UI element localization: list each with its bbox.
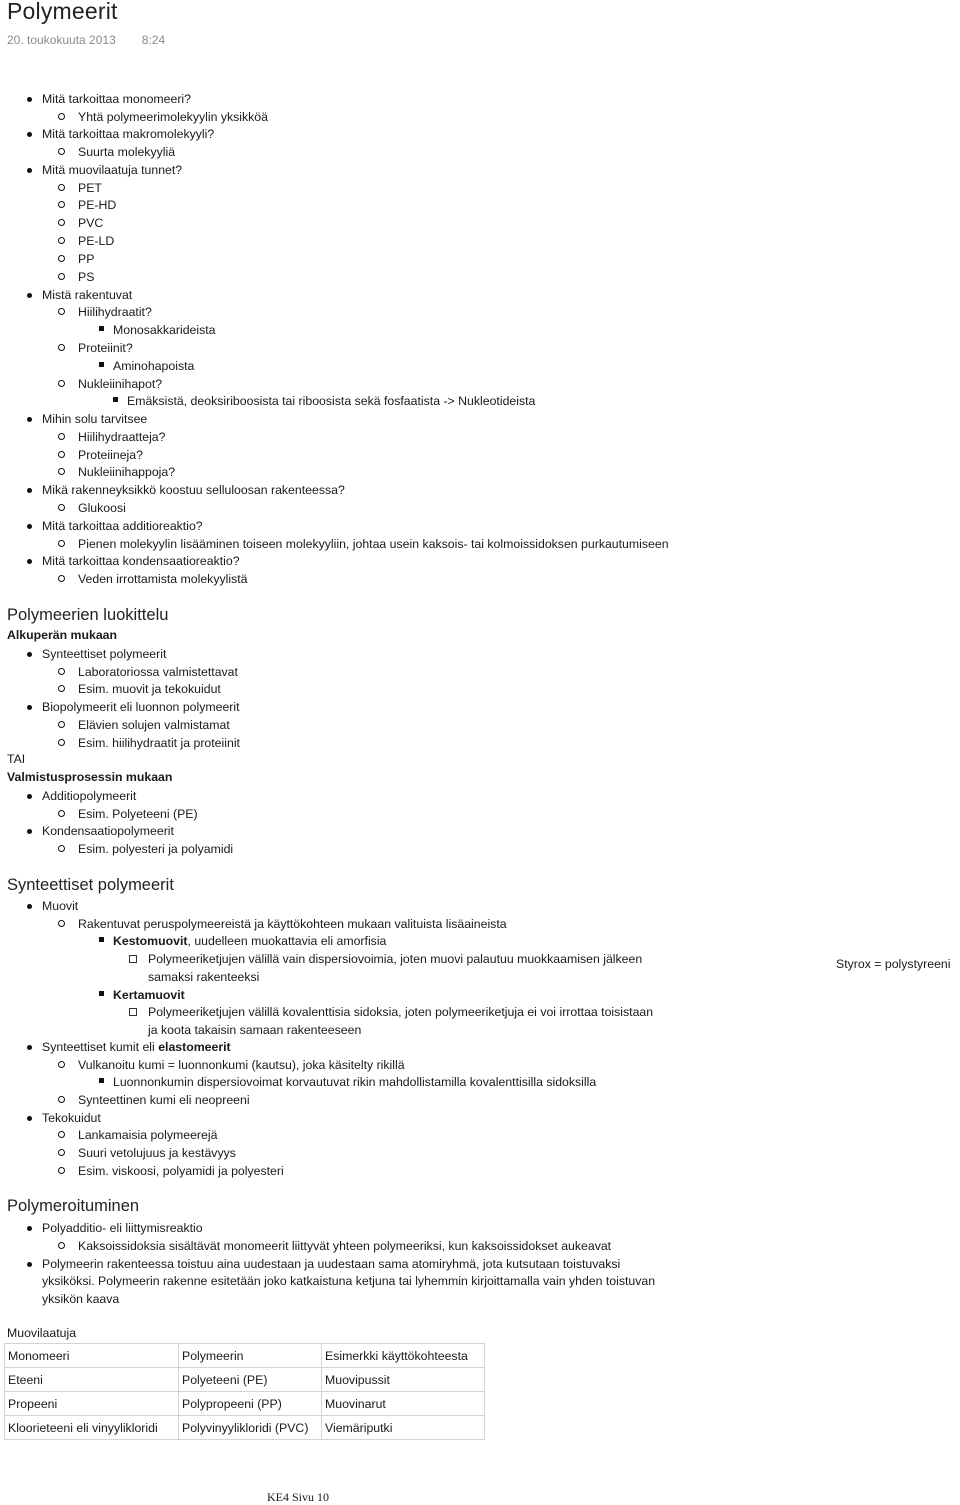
page-time: 8:24: [141, 33, 166, 47]
list-item-hiilihydraatteja: Hiilihydraatteja?: [78, 430, 166, 444]
table-caption: Muovilaatuja: [7, 1326, 77, 1340]
table-header-row: [5, 1344, 485, 1368]
list-item-polyadditio: Polyadditio- eli liittymisreaktio: [42, 1221, 203, 1235]
list-item-esim-muovit: Esim. muovit ja tekokuidut: [78, 682, 221, 696]
list-item-additio-answer: Pienen molekyylin lisääminen toiseen molekyyliin, johtaa usein kaksois- tai kolmoissidoksen purkautumiseen: [78, 537, 669, 551]
list-item-kumit: [42, 1039, 231, 1055]
table-cell: Eteeni: [5, 1368, 179, 1392]
heading-luokittelu: Polymeerien luokittelu: [7, 606, 169, 624]
table-row: [5, 1416, 485, 1440]
list-item-elavien: Elävien solujen valmistamat: [78, 718, 230, 732]
table-cell: Kloorieteeni eli vinyylikloridi: [5, 1416, 179, 1440]
table-cell: Polyvinyylikloridi (PVC): [179, 1416, 322, 1440]
list-item-esim-hiilihydraatit: Esim. hiilihydraatit ja proteiinit: [78, 736, 240, 750]
list-item-ps: PS: [78, 270, 95, 284]
muovilaatuja-table: [4, 1343, 485, 1440]
table-cell: Muovipussit: [322, 1368, 485, 1392]
list-item-emaksista: Emäksistä, deoksiriboosista tai riboosista sekä fosfaatista -> Nukleotideista: [127, 394, 536, 408]
list-item-pp: PP: [78, 252, 95, 266]
list-item-a1: Yhtä polymeerimolekyylin yksikköä: [78, 110, 268, 124]
table-row: [5, 1392, 485, 1416]
table-cell: Propeeni: [5, 1392, 179, 1416]
list-item-hiilihydraatit: Hiilihydraatit?: [78, 305, 152, 319]
list-item-proteiinit: Proteiinit?: [78, 341, 133, 355]
list-item-rakentuvat: Rakentuvat peruspolymeereistä ja käyttökohteen mukaan valituista lisäaineista: [78, 917, 507, 931]
list-item-a2: Suurta molekyyliä: [78, 145, 176, 159]
list-item-pet: PET: [78, 181, 102, 195]
table-header-cell: Polymeerin: [179, 1344, 322, 1368]
list-item-kaksoissidoksia: Kaksoissidoksia sisältävät monomeerit liittyvät yhteen polymeeriksi, kun kaksoissidokset aukeavat: [78, 1239, 612, 1253]
elastomeerit-term: elastomeerit: [158, 1040, 231, 1054]
list-item-muovit: Muovit: [42, 899, 79, 913]
list-item-proteiineja: Proteiineja?: [78, 448, 143, 462]
list-item-rakenne: Polymeerin rakenteessa toistuu aina uudestaan ja uudestaan sama atomiryhmä, jota kutsutaan toistuvaksi: [42, 1257, 621, 1271]
list-item-additiopolymeerit: Additiopolymeerit: [42, 789, 137, 803]
table-header-cell: Monomeeri: [5, 1344, 179, 1368]
list-item-esim-pe: Esim. Polyeteeni (PE): [78, 807, 198, 821]
table-cell: Muovinarut: [322, 1392, 485, 1416]
page-footer: KE4 Sivu 10: [267, 1490, 330, 1504]
list-item-pvc: PVC: [78, 216, 104, 230]
list-item-nukleiinihapot: Nukleiinihapot?: [78, 377, 163, 391]
list-item-vulkanoitu: Vulkanoitu kumi = luonnonkumi (kautsu), joka käsitelty rikillä: [78, 1058, 405, 1072]
list-item-kesto-desc-cont: samaksi rakenteeksi: [148, 970, 260, 984]
table-header-cell: Esimerkki käyttökohteesta: [322, 1344, 485, 1368]
list-item-kerta-desc: Polymeeriketjujen välillä kovalenttisia sidoksia, joten polymeeriketjuja ei voi irrottaa toisistaan: [148, 1005, 654, 1019]
list-item-glukoosi: Glukoosi: [78, 501, 126, 515]
page-title: Polymeerit: [7, 0, 118, 24]
subheading-alkuperan: Alkuperän mukaan: [7, 628, 118, 642]
list-item-tekokuidut: Tekokuidut: [42, 1111, 101, 1125]
list-item-q2: Mitä tarkoittaa makromolekyyli?: [42, 127, 215, 141]
list-item-luonnonkumin: Luonnonkumin dispersiovoimat korvautuvat rikin mahdollistamilla kovalenttisilla sidoksilla: [113, 1075, 597, 1089]
list-item-kondensaatio-answer: Veden irrottamista molekyylistä: [78, 572, 248, 586]
page-timestamp: [7, 33, 165, 47]
list-item-neopreeni: Synteettinen kumi eli neopreeni: [78, 1093, 250, 1107]
list-item-kertamuovit: Kertamuovit: [113, 988, 185, 1002]
list-item-lankamaisia: Lankamaisia polymeerejä: [78, 1128, 218, 1142]
list-item-nukleiinihappoja: Nukleiinihappoja?: [78, 465, 176, 479]
heading-synteettiset: Synteettiset polymeerit: [7, 876, 174, 894]
list-item-peld: PE-LD: [78, 234, 115, 248]
list-item-viskoosi: Esim. viskoosi, polyamidi ja polyesteri: [78, 1164, 284, 1178]
list-item-q1: Mitä tarkoittaa monomeeri?: [42, 92, 191, 106]
list-item-esim-polyesteri: Esim. polyesteri ja polyamidi: [78, 842, 234, 856]
list-item-kondensaatiopolymeerit: Kondensaatiopolymeerit: [42, 824, 174, 838]
list-item-synteettiset: Synteettiset polymeerit: [42, 647, 167, 661]
page-date: 20. toukokuuta 2013: [7, 33, 116, 47]
table-cell: Viemäriputki: [322, 1416, 485, 1440]
table-cell: Polyeteeni (PE): [179, 1368, 322, 1392]
list-item-biopolymeerit: Biopolymeerit eli luonnon polymeerit: [42, 700, 240, 714]
list-item-aminohapoista: Aminohapoista: [113, 359, 195, 373]
list-item-vetolujuus: Suuri vetolujuus ja kestävyys: [78, 1146, 236, 1160]
list-item-q7: Mitä tarkoittaa additioreaktio?: [42, 519, 203, 533]
list-item-kestomuovit: [113, 933, 386, 949]
list-item-q4: Mistä rakentuvat: [42, 288, 133, 302]
heading-polymeroituminen: Polymeroituminen: [7, 1197, 140, 1215]
side-note-styrox: Styrox = polystyreeni: [836, 957, 951, 971]
list-item-rakenne-cont1: yksiköksi. Polymeerin rakenne esitetään joko katkaistuna ketjuna tai lyhemmin kirjoittamalla vain yhden toistuvan: [42, 1274, 656, 1288]
list-item-pehd: PE-HD: [78, 198, 117, 212]
list-item-q8: Mitä tarkoittaa kondensaatioreaktio?: [42, 554, 240, 568]
kumit-prefix: Synteettiset kumit eli: [42, 1040, 159, 1054]
list-item-q5: Mihin solu tarvitsee: [42, 412, 148, 426]
table-row: [5, 1368, 485, 1392]
table-cell: Polypropeeni (PP): [179, 1392, 322, 1416]
list-item-laboratoriossa: Laboratoriossa valmistettavat: [78, 665, 238, 679]
kestomuovit-term: Kestomuovit: [113, 934, 188, 948]
list-item-q6: Mikä rakenneyksikkö koostuu selluloosan rakenteessa?: [42, 483, 345, 497]
text-tai: TAI: [7, 752, 26, 766]
subheading-valmistusprosessin: Valmistusprosessin mukaan: [7, 770, 173, 784]
list-item-q3: Mitä muovilaatuja tunnet?: [42, 163, 183, 177]
list-item-kerta-desc-cont: ja koota takaisin samaan rakenteeseen: [148, 1023, 362, 1037]
kestomuovit-rest: , uudelleen muokattavia eli amorfisia: [187, 934, 387, 948]
list-item-monosakkarideista: Monosakkarideista: [113, 323, 216, 337]
list-item-rakenne-cont2: yksikön kaava: [42, 1292, 120, 1306]
list-item-kesto-desc: Polymeeriketjujen välillä vain dispersiovoimia, joten muovi palautuu muokkaamisen jälkeen: [148, 952, 643, 966]
